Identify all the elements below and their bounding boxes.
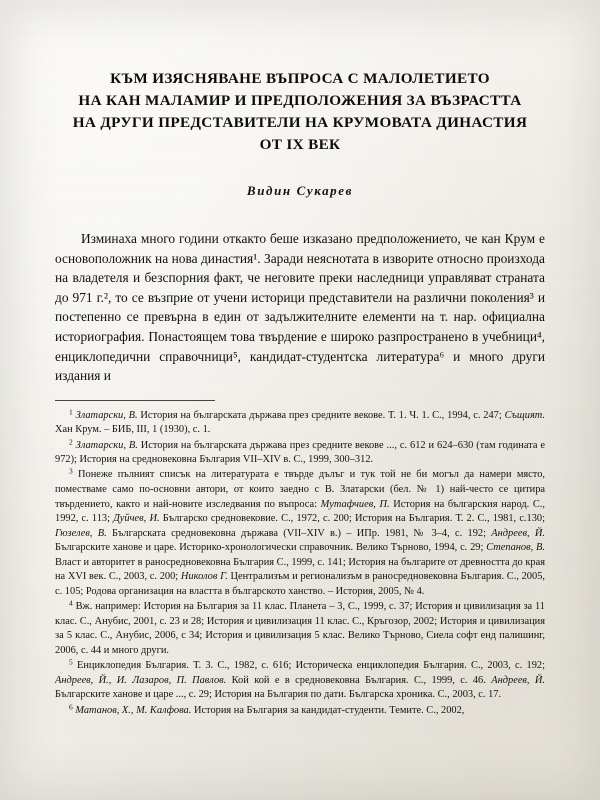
footnote-list <box>55 409 545 718</box>
footnote-text: Златарски, В. История на българската държава през средните векове. Т. 1. Ч. 1. С., 1994, с. 247; Същият. Хан Крум. – БИБ, III, 1 (1930), с. 1. <box>55 409 545 436</box>
footnote-text: Вж. например: История на България за 11 клас. Планета – 3, С., 1999, с. 37; История и цивилизация за 11 клас. С., Анубис, 2001, с. 23 и 28; История и цивилизация 11 клас. С., Кръгозор, 2002; История и цивилизация за 5 клас. С., Анубис, 2006, с 34; История и цивилизация 5 клас. Велико Търново, Сиела софт енд палишинг, 2006, с. 44 и много други. <box>55 601 546 657</box>
page-content <box>0 68 600 718</box>
title-line-1: КЪМ ИЗЯСНЯВАНЕ ВЪПРОСА С МАЛОЛЕТИЕТО <box>110 70 490 87</box>
footnote-item <box>55 659 545 703</box>
footnote-text: Понеже пълният списък на литературата е твърде дълъг и тук той не би могъл да намери място, поместваме само по-основни автори, от които заедно с В. Златарски (бел. № 1) най-често се цитира твърдението, както и най-новите изследвания по въпроса: Мутафчиев, П. История на българския народ. С., 1992, с. 113; Дуйчев, И. Българско средновековие. С., 1972, с. 200; История на България. Т. 2. С., 1981, с.130; Гюзелев, В. Българската средновековна държава (VII–XIV в.) – ИПр. 1981, № 3–4, с. 192; Андреев, Й. Българските ханове и царе. Историко-хронологически справочник. Велико Търново, 1994, с. 29; Степанов, В. Власт и авторитет в раносредновековна България С., 1999, с. 141; История на българите от древността до края на XVI век. С., 2003, с. 200; Николов Г. Централизъм и регионализъм в раносредновековна България. С., 2005, с. 105; Родова организация на властта в българското ханство. – История, 2005, № 4. <box>55 469 546 598</box>
footnote-marker: 2 <box>69 436 73 446</box>
footnote-text: Златарски, В. История на българската държава през средните векове ..., с. 612 и 624–630 (там годината е 972); История на средновековна България VII–XIV в. С., 1999, 300–312. <box>55 439 545 466</box>
title-line-2: НА КАН МАЛАМИР И ПРЕДПОЛОЖЕНИЯ ЗА ВЪЗРАСТТА <box>78 92 522 109</box>
footnote-marker: 4 <box>69 598 73 608</box>
page-title <box>55 68 545 156</box>
footnote-item <box>55 409 545 438</box>
footnote-item <box>55 600 545 658</box>
footnote-item <box>55 468 545 599</box>
footnote-marker: 1 <box>69 407 73 417</box>
footnote-marker: 5 <box>69 657 73 667</box>
footnote-marker: 3 <box>69 466 73 476</box>
title-line-4: ОТ IX ВЕК <box>259 136 341 153</box>
body-paragraph <box>55 229 545 386</box>
footnote-item <box>55 704 545 719</box>
footnote-separator-rule <box>55 400 215 401</box>
footnote-text: Матанов, Х., М. Калфова. История на България за кандидат-студенти. Темите. С., 2002, <box>75 704 465 716</box>
footnote-marker: 6 <box>69 703 73 711</box>
author-byline: Видин Сукарев <box>246 183 354 198</box>
footnote-text: Енциклопедия България. Т. 3. С., 1982, с. 616; Историческа енциклопедия България. С., 2003, с. 192; Андреев, Й., И. Лазаров, П. Павлов. Кой кой е в средновековна България. С., 1999, с. 46. Андреев, Й. Българските ханове и царе ..., с. 29; История на България по дати. Българска хроника. С., 2003, с. 17. <box>55 660 546 701</box>
body-paragraph-text: Изминаха много години откакто беше изказано предположението, че кан Крум е основоположник на нова династия¹. Заради неяснотата в изворите относно произхода на владетеля и безспорния факт, че неговите преки наследници управляват страната до 971 г.², то се възприе от учени историци представители на различни поколения³ и постепенно се превърна в един от задължителните елементи на т. нар. официална историография. Понастоящем това твърдение е широко разпространено в учебници⁴, енциклопедични справочници⁵, кандидат-студентска литература⁶ и много други издания и <box>55 231 545 384</box>
title-line-3: НА ДРУГИ ПРЕДСТАВИТЕЛИ НА КРУМОВАТА ДИНАСТИЯ <box>72 114 528 131</box>
footnote-item <box>55 436 545 468</box>
